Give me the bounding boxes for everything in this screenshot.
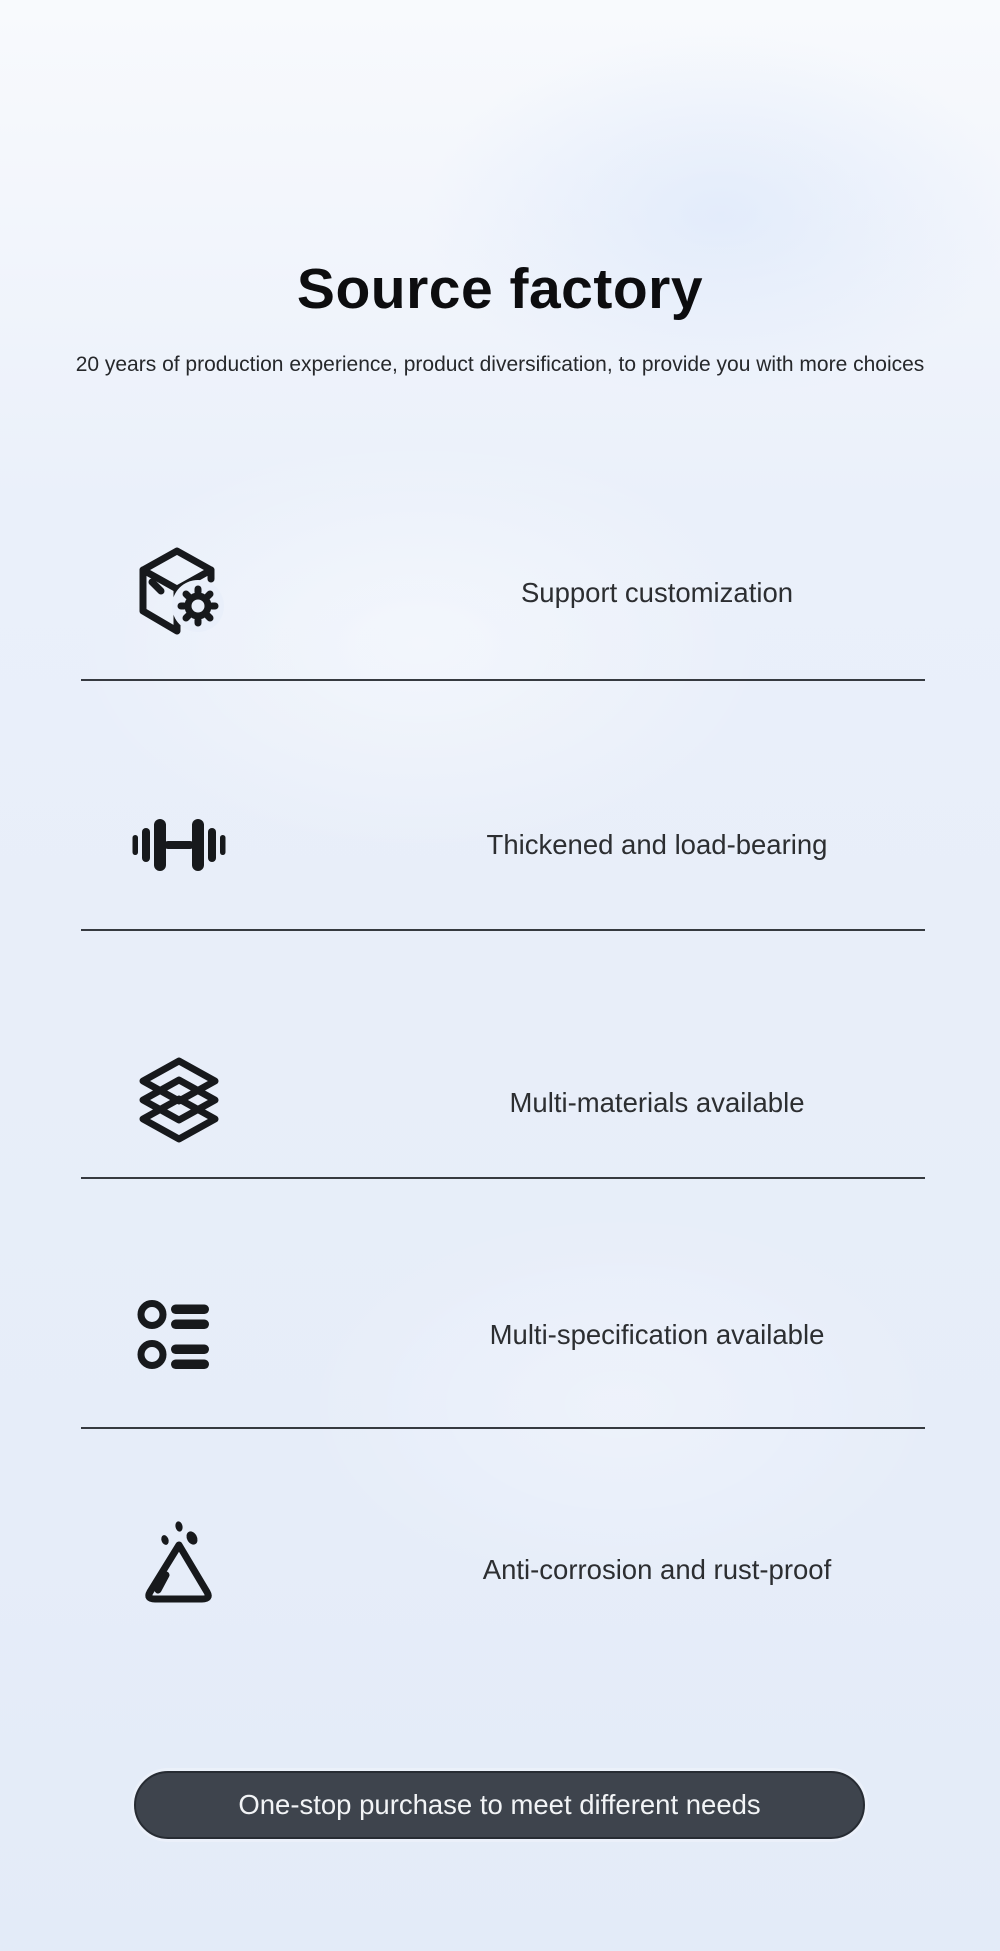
feature-label: Anti-corrosion and rust-proof (482, 1554, 832, 1585)
dumbbell-icon (128, 794, 230, 896)
divider (81, 1427, 925, 1429)
feature-row-specification (0, 1284, 1000, 1386)
anti-corrosion-icon (128, 1519, 230, 1621)
feature-row-load-bearing (0, 794, 1000, 896)
feature-label: Multi-specification available (489, 1319, 825, 1350)
divider (81, 929, 925, 931)
one-stop-purchase-button[interactable]: One-stop purchase to meet different needs (134, 1771, 865, 1839)
feature-row-customization (0, 542, 1000, 644)
feature-label: Multi-materials available (509, 1087, 805, 1118)
spec-list-icon (128, 1284, 230, 1386)
feature-row-anti-corrosion (0, 1519, 1000, 1621)
divider (81, 1177, 925, 1179)
feature-row-materials (0, 1052, 1000, 1154)
page-title: Source factory (296, 257, 704, 321)
layers-icon (128, 1052, 230, 1154)
cube-gear-icon (128, 542, 230, 644)
feature-label: Thickened and load-bearing (486, 829, 828, 860)
feature-label: Support customization (520, 577, 794, 608)
divider (81, 679, 925, 681)
page-subtitle: 20 years of production experience, product diversification, to provide you with more choices (75, 353, 925, 376)
